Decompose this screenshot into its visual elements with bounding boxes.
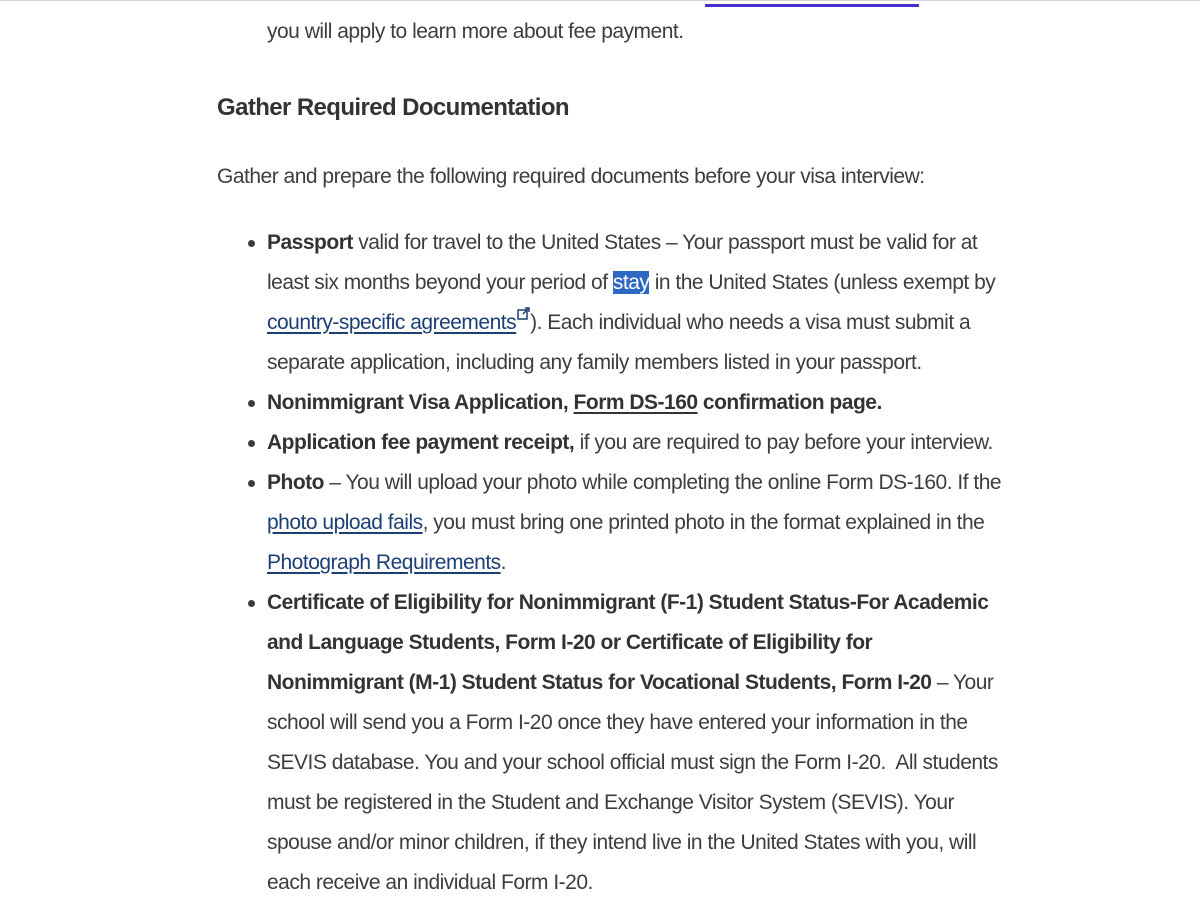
photo-label: Photo (267, 471, 324, 494)
list-item-passport (267, 223, 1007, 383)
intro-tail-text: you will apply to learn more about fee payment. (267, 20, 684, 43)
photo-upload-fails-link[interactable]: photo upload fails (267, 511, 423, 534)
form-i20-text: – Your school will send you a Form I-20 once they have entered your information in the SEVIS database. You and your school official must sign the Form I-20. All students must be registered in the Student and Exchange Visitor System (SEVIS). Your spouse and/or minor children, if they intend live in the United States with you, will each receive an individual Form I-20. (267, 671, 998, 894)
list-item-form-i20 (267, 583, 1007, 903)
external-link-icon[interactable] (517, 306, 530, 322)
ds160-label-1: Nonimmigrant Visa Application, (267, 391, 574, 414)
fee-receipt-label: Application fee payment receipt, (267, 431, 575, 454)
photo-text-1: – You will upload your photo while completing the online Form DS-160. If the (323, 471, 1002, 494)
bullet-icon (248, 400, 255, 407)
photograph-requirements-link[interactable]: Photograph Requirements (267, 551, 501, 574)
photo-text-3: . (500, 551, 506, 574)
passport-text-1: valid for travel to the United States – Your passport must be valid for at least six months beyond your period of (267, 231, 978, 294)
bullet-icon (248, 480, 255, 487)
section-heading: Gather Required Documentation (217, 94, 569, 121)
bullet-icon (248, 240, 255, 247)
list-item-photo (267, 463, 1007, 583)
top-divider (0, 0, 1200, 1)
page-content (217, 12, 1007, 903)
required-documents-list (217, 223, 1007, 903)
ds160-label-2: confirmation page. (697, 391, 882, 414)
country-specific-agreements-link[interactable]: country-specific agreements (267, 311, 517, 334)
photo-text-2: , you must bring one printed photo in the format explained in the (422, 511, 985, 534)
fee-receipt-text: if you are required to pay before your interview. (574, 431, 993, 454)
form-ds160-link[interactable]: Form DS-160 (573, 391, 698, 414)
section-lead-text: Gather and prepare the following required documents before your visa interview: (217, 165, 925, 188)
bullet-icon (248, 600, 255, 607)
selected-text-highlight[interactable]: stay (612, 271, 650, 294)
form-i20-label: Certificate of Eligibility for Nonimmigrant (F-1) Student Status-For Academic and Language Students, Form I-20 or Certificate of Eligibility for Nonimmigrant (M-1) Student Status for Vocational Students, Form I-20 (267, 591, 989, 694)
list-item-fee-receipt (267, 423, 1007, 463)
bullet-icon (248, 440, 255, 447)
passport-label: Passport (267, 231, 353, 254)
list-item-ds160 (267, 383, 1007, 423)
passport-text-3: ). Each individual who needs a visa must submit a separate application, including any family members listed in your passport. (267, 311, 971, 374)
cut-off-link-underline[interactable] (705, 4, 919, 7)
passport-text-2: in the United States (unless exempt by (649, 271, 996, 294)
